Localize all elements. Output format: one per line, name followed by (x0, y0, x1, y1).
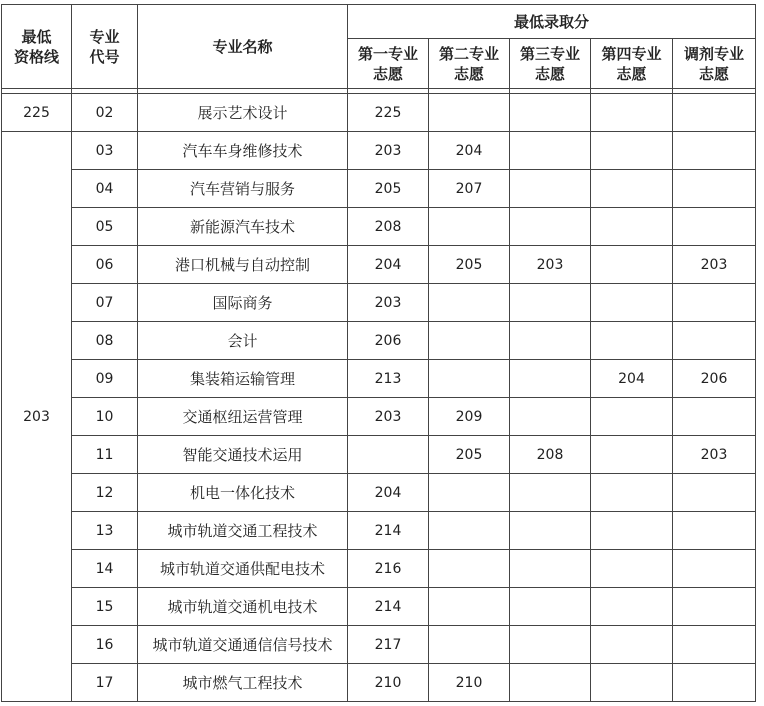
major-code-cell: 06 (72, 246, 138, 284)
score-choice-2-cell (429, 512, 510, 550)
major-name-cell: 城市轨道交通机电技术 (138, 588, 348, 626)
score-choice-2-cell (429, 360, 510, 398)
header-choice-4: 第四专业 志愿 (591, 39, 673, 89)
score-choice-1-cell: 214 (348, 512, 429, 550)
table-row (2, 94, 756, 132)
score-choice-2-cell (429, 284, 510, 322)
major-name-cell: 会计 (138, 322, 348, 360)
score-choice-3-cell (510, 94, 591, 132)
score-choice-4-cell (591, 436, 673, 474)
header-major-code: 专业 代号 (72, 5, 138, 89)
score-choice-3-cell (510, 474, 591, 512)
score-choice-4-cell (591, 322, 673, 360)
table-row (2, 398, 756, 436)
header-choice-3: 第三专业 志愿 (510, 39, 591, 89)
score-adjust-cell (673, 94, 756, 132)
table-body (2, 89, 756, 702)
score-adjust-cell (673, 170, 756, 208)
score-choice-1-cell: 225 (348, 94, 429, 132)
score-choice-2-cell: 205 (429, 436, 510, 474)
major-code-cell: 14 (72, 550, 138, 588)
score-choice-2-cell: 210 (429, 664, 510, 702)
score-choice-2-cell: 204 (429, 132, 510, 170)
score-adjust-cell: 206 (673, 360, 756, 398)
score-choice-1-cell: 210 (348, 664, 429, 702)
score-choice-1-cell: 203 (348, 284, 429, 322)
score-adjust-cell (673, 588, 756, 626)
score-choice-1-cell (348, 436, 429, 474)
score-choice-1-cell: 203 (348, 132, 429, 170)
score-choice-4-cell: 204 (591, 360, 673, 398)
major-name-cell: 集装箱运输管理 (138, 360, 348, 398)
header-choice-adjust: 调剂专业 志愿 (673, 39, 756, 89)
major-name-cell: 智能交通技术运用 (138, 436, 348, 474)
score-adjust-cell (673, 664, 756, 702)
table-row (2, 246, 756, 284)
score-choice-1-cell: 213 (348, 360, 429, 398)
major-name-cell: 交通枢纽运营管理 (138, 398, 348, 436)
score-choice-2-cell (429, 626, 510, 664)
major-name-cell: 汽车车身维修技术 (138, 132, 348, 170)
score-choice-3-cell (510, 664, 591, 702)
score-choice-2-cell (429, 588, 510, 626)
score-choice-3-cell (510, 398, 591, 436)
header-choice-2: 第二专业 志愿 (429, 39, 510, 89)
score-choice-2-cell (429, 474, 510, 512)
score-adjust-cell: 203 (673, 436, 756, 474)
min-qualification-cell: 225 (2, 94, 72, 132)
score-choice-4-cell (591, 208, 673, 246)
score-adjust-cell (673, 132, 756, 170)
table-row (2, 550, 756, 588)
table-row (2, 436, 756, 474)
major-code-cell: 02 (72, 94, 138, 132)
score-choice-2-cell: 209 (429, 398, 510, 436)
score-adjust-cell (673, 512, 756, 550)
score-choice-1-cell: 217 (348, 626, 429, 664)
score-choice-3-cell (510, 550, 591, 588)
major-code-cell: 08 (72, 322, 138, 360)
score-choice-3-cell: 208 (510, 436, 591, 474)
score-choice-1-cell: 204 (348, 246, 429, 284)
score-choice-3-cell (510, 170, 591, 208)
min-qualification-group-cell: 203 (2, 132, 72, 702)
score-choice-1-cell: 214 (348, 588, 429, 626)
header-min-qualification: 最低 资格线 (2, 5, 72, 89)
major-code-cell: 10 (72, 398, 138, 436)
score-choice-4-cell (591, 588, 673, 626)
header-major-name: 专业名称 (138, 5, 348, 89)
major-name-cell: 国际商务 (138, 284, 348, 322)
score-choice-4-cell (591, 94, 673, 132)
major-name-cell: 机电一体化技术 (138, 474, 348, 512)
major-code-cell: 12 (72, 474, 138, 512)
major-name-cell: 城市轨道交通通信信号技术 (138, 626, 348, 664)
admission-score-table (1, 4, 756, 702)
score-choice-3-cell (510, 208, 591, 246)
major-code-cell: 05 (72, 208, 138, 246)
table-row (2, 208, 756, 246)
score-choice-2-cell (429, 322, 510, 360)
score-choice-1-cell: 208 (348, 208, 429, 246)
table-row (2, 322, 756, 360)
score-choice-3-cell (510, 626, 591, 664)
table-row (2, 512, 756, 550)
score-choice-4-cell (591, 398, 673, 436)
major-code-cell: 13 (72, 512, 138, 550)
major-code-cell: 09 (72, 360, 138, 398)
score-choice-4-cell (591, 284, 673, 322)
score-choice-4-cell (591, 664, 673, 702)
score-choice-1-cell: 205 (348, 170, 429, 208)
score-choice-1-cell: 206 (348, 322, 429, 360)
score-choice-1-cell: 203 (348, 398, 429, 436)
score-choice-2-cell (429, 94, 510, 132)
score-choice-3-cell (510, 284, 591, 322)
major-code-cell: 17 (72, 664, 138, 702)
score-choice-2-cell (429, 550, 510, 588)
score-adjust-cell (673, 208, 756, 246)
major-code-cell: 11 (72, 436, 138, 474)
major-code-cell: 15 (72, 588, 138, 626)
score-adjust-cell (673, 322, 756, 360)
score-adjust-cell (673, 398, 756, 436)
table-row (2, 360, 756, 398)
score-choice-4-cell (591, 626, 673, 664)
header-choice-1: 第一专业 志愿 (348, 39, 429, 89)
score-choice-2-cell (429, 208, 510, 246)
score-adjust-cell (673, 284, 756, 322)
score-choice-2-cell: 205 (429, 246, 510, 284)
major-name-cell: 港口机械与自动控制 (138, 246, 348, 284)
table-row (2, 132, 756, 170)
score-choice-3-cell (510, 322, 591, 360)
major-name-cell: 新能源汽车技术 (138, 208, 348, 246)
table-row (2, 588, 756, 626)
score-adjust-cell (673, 626, 756, 664)
score-choice-3-cell (510, 132, 591, 170)
score-choice-4-cell (591, 550, 673, 588)
score-choice-4-cell (591, 132, 673, 170)
score-adjust-cell (673, 474, 756, 512)
score-choice-1-cell: 216 (348, 550, 429, 588)
score-choice-4-cell (591, 474, 673, 512)
score-choice-3-cell (510, 360, 591, 398)
table-row (2, 474, 756, 512)
score-choice-3-cell (510, 512, 591, 550)
header-min-score: 最低录取分 (348, 5, 756, 39)
score-choice-1-cell: 204 (348, 474, 429, 512)
table-row (2, 284, 756, 322)
score-choice-4-cell (591, 170, 673, 208)
major-code-cell: 04 (72, 170, 138, 208)
major-name-cell: 汽车营销与服务 (138, 170, 348, 208)
table-row (2, 664, 756, 702)
major-name-cell: 城市轨道交通工程技术 (138, 512, 348, 550)
major-name-cell: 城市燃气工程技术 (138, 664, 348, 702)
table-row (2, 170, 756, 208)
score-choice-3-cell (510, 588, 591, 626)
score-adjust-cell (673, 550, 756, 588)
major-code-cell: 07 (72, 284, 138, 322)
score-choice-2-cell: 207 (429, 170, 510, 208)
major-code-cell: 03 (72, 132, 138, 170)
table-row (2, 626, 756, 664)
score-choice-4-cell (591, 512, 673, 550)
score-choice-3-cell: 203 (510, 246, 591, 284)
major-code-cell: 16 (72, 626, 138, 664)
score-choice-4-cell (591, 246, 673, 284)
score-adjust-cell: 203 (673, 246, 756, 284)
major-name-cell: 城市轨道交通供配电技术 (138, 550, 348, 588)
major-name-cell: 展示艺术设计 (138, 94, 348, 132)
